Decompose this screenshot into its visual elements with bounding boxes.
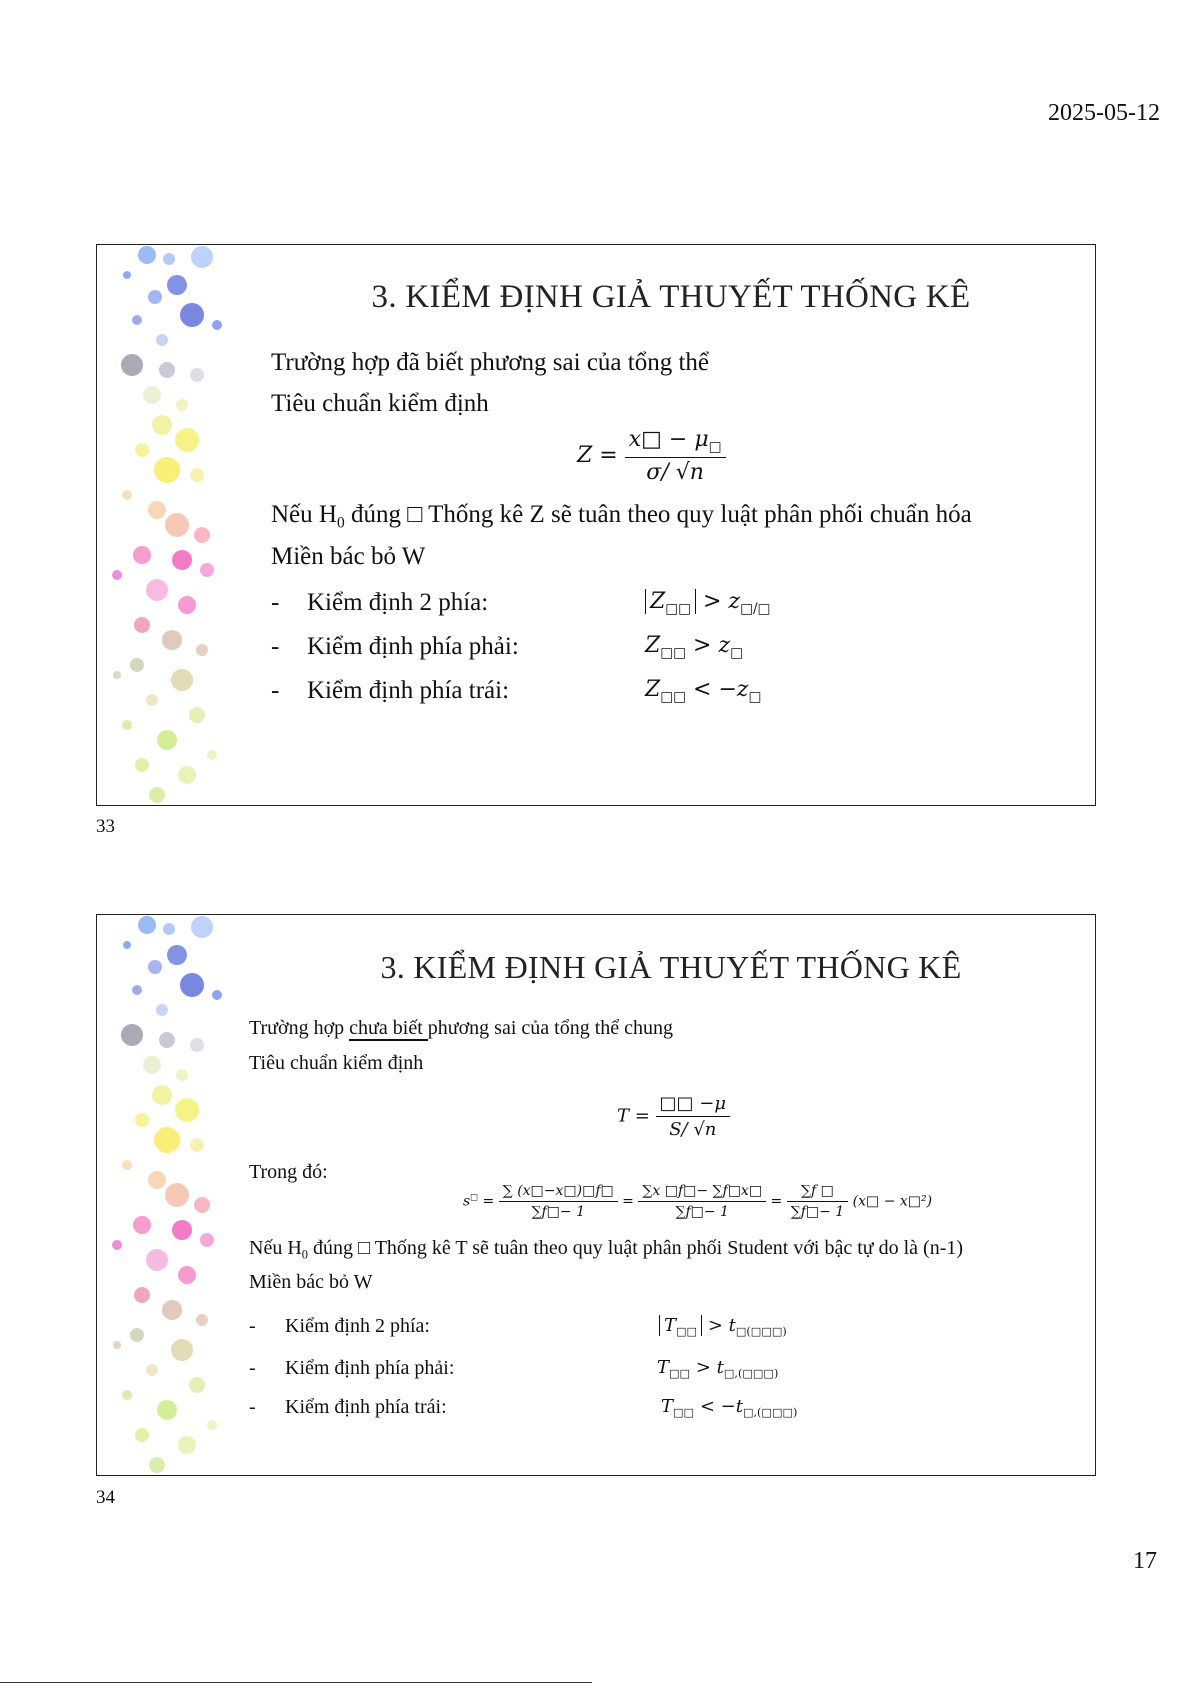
stat-sub: □□ — [669, 1366, 691, 1380]
footer-rule — [0, 1682, 592, 1683]
relation: > z — [703, 589, 741, 614]
line-part: Trường hợp — [249, 1017, 350, 1039]
relation-sub: □ — [730, 644, 743, 661]
test-condition-two-sided — [659, 1315, 787, 1338]
h0-sub: 0 — [301, 1247, 308, 1262]
stat-sub: □□ — [660, 644, 687, 661]
slide-title: 3. KIỂM ĐỊNH GIẢ THUYẾT THỐNG KÊ — [371, 279, 971, 315]
test-condition-left — [661, 1396, 797, 1419]
test-label: Kiểm định phía phải: — [307, 633, 519, 660]
relation: < −z — [693, 677, 749, 702]
t-formula — [617, 1093, 730, 1140]
test-criterion-text: Tiêu chuẩn kiểm định — [271, 390, 489, 417]
relation-sub: □,(□□□) — [742, 1405, 798, 1419]
stat-symbol: T — [657, 1357, 670, 1378]
z-formula — [577, 427, 726, 485]
relation: > t — [707, 1315, 736, 1336]
page-number: 17 — [1133, 1548, 1157, 1574]
underlined-phrase: chưa biết — [349, 1017, 428, 1039]
slide-33 — [96, 244, 1096, 806]
t-formula-denominator: S/ √n — [669, 1119, 717, 1140]
bullet-dash: - — [271, 677, 280, 704]
bubble-decoration — [97, 915, 247, 1475]
z-formula-denominator: σ/ √n — [646, 459, 704, 485]
test-row-right — [249, 1357, 454, 1380]
t-formula-fraction — [656, 1093, 731, 1140]
s2-fraction-3 — [787, 1183, 849, 1220]
stat-symbol: T — [664, 1315, 677, 1336]
s2-f3-den: ∑f□− 1 — [790, 1204, 845, 1220]
relation: > t — [695, 1357, 724, 1378]
s2-lhs: s — [463, 1193, 471, 1210]
bullet-dash: - — [249, 1357, 256, 1379]
s2-f1-den: ∑f□− 1 — [531, 1204, 585, 1220]
bullet-dash: - — [271, 589, 280, 616]
t-formula-lhs: T = — [617, 1105, 650, 1127]
test-row-right — [271, 633, 519, 661]
unknown-variance-text — [249, 1017, 673, 1040]
test-row-left — [271, 677, 509, 705]
relation: < −t — [699, 1396, 743, 1417]
s2-fraction-2 — [638, 1183, 766, 1220]
test-label: Kiểm định phía phải: — [285, 1357, 455, 1379]
stat-symbol: Z — [650, 589, 666, 614]
z-formula-numerator-sub: □ — [708, 438, 722, 455]
test-label: Kiểm định 2 phía: — [285, 1315, 430, 1337]
h0-rest: đúng □ Thống kê T sẽ tuân theo quy luật phân phối Student với bậc tự do là (n-1) — [307, 1237, 964, 1259]
bullet-dash: - — [249, 1315, 256, 1337]
s2-f2-num: ∑x □f□− ∑f□x□ — [638, 1183, 766, 1202]
rejection-region-text: Miền bác bỏ W — [271, 543, 426, 570]
s2-f2-den: ∑f□− 1 — [675, 1204, 729, 1220]
slide-number: 34 — [96, 1487, 115, 1508]
stat-sub: □□ — [673, 1405, 695, 1419]
h0-prefix: Nếu H — [271, 501, 337, 528]
s2-fraction-1 — [499, 1183, 618, 1220]
stat-sub: □□ — [660, 688, 687, 705]
z-formula-lhs: Z = — [577, 442, 618, 468]
relation-sub: □(□□□) — [735, 1324, 787, 1338]
stat-symbol: T — [661, 1396, 674, 1417]
line-part: phương sai của tổng thể chung — [427, 1017, 674, 1039]
s2-f1-num: ∑ (x□−x□)□f□ — [499, 1183, 618, 1202]
test-condition-right — [645, 633, 743, 661]
bubble-decoration — [97, 245, 247, 805]
t-formula-numerator: □□ −μ — [656, 1093, 731, 1117]
relation-sub: □ — [748, 688, 762, 705]
slide-title: 3. KIỂM ĐỊNH GIẢ THUYẾT THỐNG KÊ — [380, 949, 962, 985]
known-variance-text: Trường hợp đã biết phương sai của tổng thể — [271, 349, 710, 376]
test-condition-right — [657, 1357, 778, 1380]
header-date: 2025-05-12 — [1048, 100, 1160, 126]
s2-f3-num: ∑f □ — [787, 1183, 849, 1202]
bullet-dash: - — [271, 633, 280, 660]
h0-sub: 0 — [336, 514, 345, 532]
test-label: Kiểm định phía trái: — [307, 677, 510, 704]
relation-sub: □/□ — [740, 600, 771, 617]
h0-rest: đúng □ Thống kê Z sẽ tuân theo quy luật phân phối chuẩn hóa — [350, 501, 972, 528]
test-label: Kiểm định 2 phía: — [307, 589, 489, 616]
slide-34 — [96, 914, 1096, 1476]
s2-lhs-sup: □ — [470, 1191, 479, 1202]
h0-statement — [249, 1237, 963, 1262]
relation-sub: □,(□□□) — [723, 1366, 779, 1380]
stat-symbol: Z — [645, 677, 661, 702]
test-label: Kiểm định phía trái: — [285, 1396, 447, 1418]
where-text: Trong đó: — [249, 1161, 328, 1183]
z-formula-numerator: x□ − μ — [628, 427, 709, 452]
relation: > z — [693, 633, 731, 658]
bullet-dash: - — [249, 1396, 256, 1418]
test-condition-left — [645, 677, 761, 705]
test-condition-two-sided — [645, 589, 770, 617]
slide-number: 33 — [96, 816, 115, 837]
test-row-left — [249, 1396, 447, 1419]
z-formula-fraction — [625, 427, 726, 485]
s2-tail: (x□ − x□²) — [852, 1193, 933, 1210]
stat-symbol: Z — [645, 633, 661, 658]
test-criterion-text: Tiêu chuẩn kiểm định — [249, 1052, 424, 1074]
stat-sub: □□ — [676, 1324, 698, 1338]
rejection-region-text: Miền bác bỏ W — [249, 1271, 373, 1293]
test-row-two-sided — [249, 1315, 430, 1338]
test-row-two-sided — [271, 589, 488, 617]
stat-sub: □□ — [665, 600, 692, 617]
h0-statement — [271, 501, 972, 532]
h0-prefix: Nếu H — [249, 1237, 302, 1259]
s2-formula: s□ = $\frac{\sum (x□-x□)□f□}{\sum f□- 1}$ = $\frac{\sum x □f□- \sum f□x□}{\sum f□- 1}$ = $\frac{\sum f □}{\sum f□- 1}$ (x□ − x□²) — [463, 1183, 933, 1220]
